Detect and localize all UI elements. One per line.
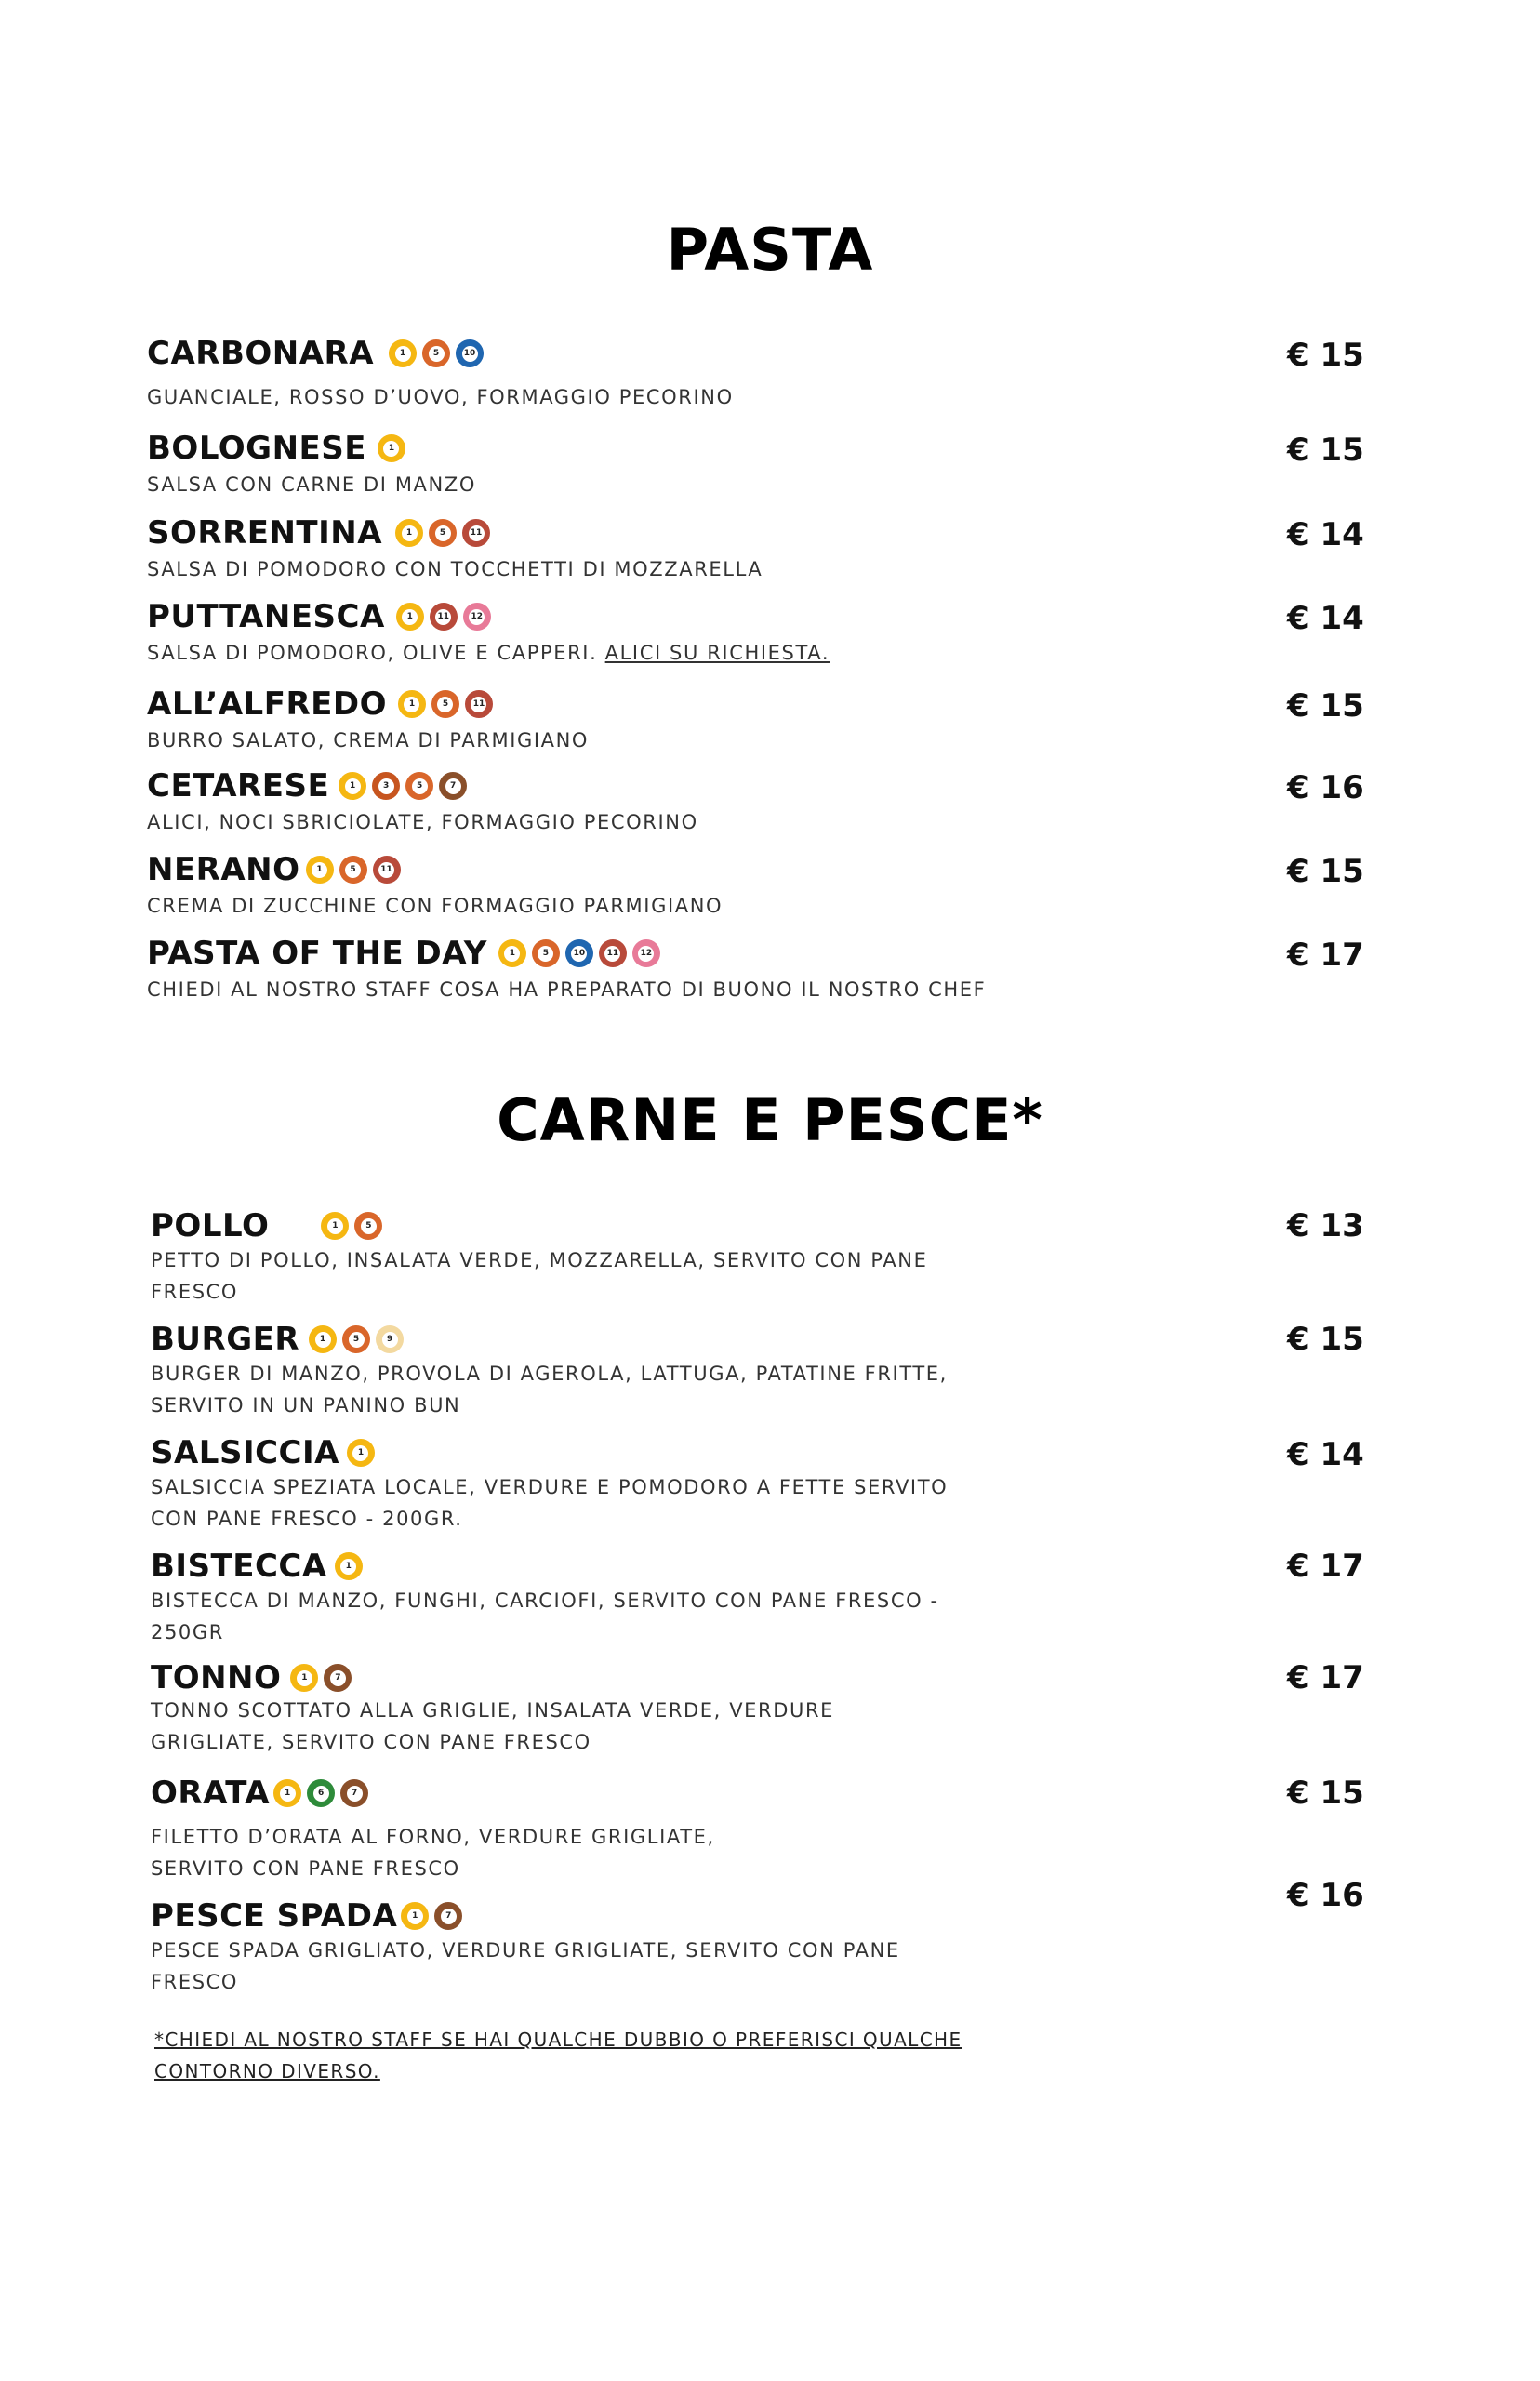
allergen-6-icon xyxy=(307,1779,335,1807)
allergen-1-icon xyxy=(389,339,417,367)
allergen-5-icon xyxy=(429,519,457,547)
allergen-1-icon xyxy=(339,772,366,800)
allergen-number: 5 xyxy=(349,1332,365,1348)
allergen-number: 5 xyxy=(345,862,361,878)
allergen-number: 1 xyxy=(352,1445,368,1461)
allergen-number: 12 xyxy=(469,609,485,625)
footnote: *CHIEDI AL NOSTRO STAFF SE HAI QUALCHE DUBBIO O PREFERISCI QUALCHE CONTORNO DIVERSO. xyxy=(154,2029,962,2082)
item-price: € 15 xyxy=(1287,853,1364,890)
allergen-5-icon xyxy=(354,1212,382,1240)
allergen-number: 1 xyxy=(327,1218,343,1234)
allergen-1-icon xyxy=(401,1902,429,1930)
item-name: CARBONARA xyxy=(147,335,375,372)
allergen-icons xyxy=(290,1664,357,1692)
allergen-11-icon xyxy=(373,856,401,884)
item-price: € 15 xyxy=(1287,432,1364,469)
allergen-number: 11 xyxy=(604,946,620,962)
allergen-number: 1 xyxy=(407,1909,423,1924)
item-description: SALSICCIA SPEZIATA LOCALE, VERDURE E POMODORO A FETTE SERVITO CON PANE FRESCO - 200GR. xyxy=(151,1476,949,1530)
item-name: PESCE SPADA xyxy=(151,1897,398,1935)
allergen-7-icon xyxy=(439,772,467,800)
allergen-number: 11 xyxy=(435,609,451,625)
item-price: € 15 xyxy=(1287,687,1364,725)
allergen-1-icon xyxy=(309,1325,337,1353)
allergen-12-icon xyxy=(463,603,491,631)
allergen-number: 12 xyxy=(638,946,654,962)
allergen-11-icon xyxy=(462,519,490,547)
allergen-icons xyxy=(395,519,496,547)
item-description: TONNO SCOTTATO ALLA GRIGLIE, INSALATA VERDE, VERDURE GRIGLIATE, SERVITO CON PANE FRESCO xyxy=(151,1699,835,1753)
allergen-number: 1 xyxy=(340,1559,356,1575)
allergen-5-icon xyxy=(405,772,433,800)
item-name: POLLO xyxy=(151,1207,270,1244)
allergen-7-icon xyxy=(340,1779,368,1807)
allergen-number: 5 xyxy=(429,346,445,362)
item-name: BISTECCA xyxy=(151,1548,327,1585)
item-name: BOLOGNESE xyxy=(147,430,366,467)
allergen-number: 6 xyxy=(313,1786,329,1802)
item-description-main: SALSA DI POMODORO, OLIVE E CAPPERI. xyxy=(147,642,598,664)
allergen-1-icon xyxy=(398,690,426,718)
allergen-number: 3 xyxy=(378,778,394,794)
allergen-9-icon xyxy=(376,1325,404,1353)
allergen-icons xyxy=(401,1902,468,1930)
item-description-note: ALICI SU RICHIESTA. xyxy=(604,642,830,664)
allergen-1-icon xyxy=(273,1779,301,1807)
item-price: € 14 xyxy=(1287,600,1364,637)
allergen-number: 5 xyxy=(435,525,451,541)
item-price: € 16 xyxy=(1287,1877,1364,1914)
allergen-5-icon xyxy=(431,690,459,718)
allergen-number: 5 xyxy=(412,778,428,794)
allergen-1-icon xyxy=(306,856,334,884)
item-price: € 14 xyxy=(1287,1436,1364,1473)
allergen-icons xyxy=(335,1552,368,1580)
allergen-1-icon xyxy=(378,434,405,462)
allergen-number: 11 xyxy=(469,525,485,541)
item-name: CETARESE xyxy=(147,767,330,805)
item-price: € 17 xyxy=(1287,937,1364,974)
item-price: € 17 xyxy=(1287,1659,1364,1696)
allergen-number: 10 xyxy=(462,346,478,362)
allergen-number: 11 xyxy=(471,697,486,712)
item-price: € 14 xyxy=(1287,516,1364,553)
allergen-number: 1 xyxy=(312,862,327,878)
item-description: BURGER DI MANZO, PROVOLA DI AGEROLA, LATTUGA, PATATINE FRITTE, SERVITO IN UN PANINO BUN xyxy=(151,1363,948,1417)
item-description: CHIEDI AL NOSTRO STAFF COSA HA PREPARATO DI BUONO IL NOSTRO CHEF xyxy=(147,978,987,1001)
allergen-5-icon xyxy=(532,939,560,967)
allergen-number: 7 xyxy=(330,1670,346,1686)
allergen-icons xyxy=(396,603,497,631)
allergen-icons xyxy=(378,434,411,462)
allergen-icons xyxy=(321,1212,388,1240)
item-name: SALSICCIA xyxy=(151,1434,339,1471)
item-description: FILETTO D’ORATA AL FORNO, VERDURE GRIGLIATE, SERVITO CON PANE FRESCO xyxy=(151,1826,715,1880)
item-description: GUANCIALE, ROSSO D’UOVO, FORMAGGIO PECORINO xyxy=(147,386,734,408)
allergen-number: 7 xyxy=(445,778,461,794)
item-name: ALL’ALFREDO xyxy=(147,685,387,723)
item-price: € 17 xyxy=(1287,1548,1364,1585)
allergen-1-icon xyxy=(347,1439,375,1467)
item-name: TONNO xyxy=(151,1659,282,1696)
item-description: BURRO SALATO, CREMA DI PARMIGIANO xyxy=(147,729,590,752)
item-description: BISTECCA DI MANZO, FUNGHI, CARCIOFI, SERVITO CON PANE FRESCO - 250GR xyxy=(151,1590,939,1643)
allergen-11-icon xyxy=(430,603,458,631)
allergen-number: 1 xyxy=(402,525,418,541)
allergen-1-icon xyxy=(396,603,424,631)
allergen-1-icon xyxy=(290,1664,318,1692)
item-price: € 16 xyxy=(1287,769,1364,806)
allergen-11-icon xyxy=(599,939,627,967)
allergen-number: 1 xyxy=(345,778,361,794)
allergen-number: 1 xyxy=(315,1332,331,1348)
item-name: PUTTANESCA xyxy=(147,598,385,635)
pasta-section-title: PASTA xyxy=(666,216,874,284)
allergen-1-icon xyxy=(498,939,526,967)
allergen-number: 5 xyxy=(437,697,453,712)
allergen-5-icon xyxy=(422,339,450,367)
item-price: € 15 xyxy=(1287,1775,1364,1812)
allergen-number: 7 xyxy=(441,1909,457,1924)
item-description: PESCE SPADA GRIGLIATO, VERDURE GRIGLIATE, SERVITO CON PANE FRESCO xyxy=(151,1939,900,1993)
carne-pesce-section-title: CARNE E PESCE* xyxy=(497,1086,1043,1154)
item-name: NERANO xyxy=(147,851,300,888)
allergen-1-icon xyxy=(395,519,423,547)
allergen-icons xyxy=(398,690,498,718)
allergen-icons xyxy=(389,339,489,367)
allergen-11-icon xyxy=(465,690,493,718)
allergen-number: 10 xyxy=(571,946,587,962)
item-description xyxy=(147,637,1263,669)
item-price: € 13 xyxy=(1287,1207,1364,1244)
allergen-number: 1 xyxy=(383,441,399,457)
item-description: PETTO DI POLLO, INSALATA VERDE, MOZZARELLA, SERVITO CON PANE FRESCO xyxy=(151,1249,928,1303)
allergen-number: 1 xyxy=(402,609,418,625)
allergen-icons xyxy=(273,1779,374,1807)
allergen-icons xyxy=(309,1325,409,1353)
allergen-number: 1 xyxy=(404,697,419,712)
allergen-number: 5 xyxy=(361,1218,377,1234)
allergen-7-icon xyxy=(324,1664,352,1692)
allergen-3-icon xyxy=(372,772,400,800)
allergen-number: 1 xyxy=(297,1670,312,1686)
item-price: € 15 xyxy=(1287,1321,1364,1358)
allergen-number: 1 xyxy=(395,346,411,362)
allergen-1-icon xyxy=(335,1552,363,1580)
allergen-5-icon xyxy=(342,1325,370,1353)
item-name: SORRENTINA xyxy=(147,514,383,552)
allergen-number: 1 xyxy=(280,1786,296,1802)
item-description: CREMA DI ZUCCHINE CON FORMAGGIO PARMIGIANO xyxy=(147,895,724,917)
allergen-icons xyxy=(347,1439,380,1467)
allergen-icons xyxy=(498,939,666,967)
allergen-number: 9 xyxy=(382,1332,398,1348)
allergen-1-icon xyxy=(321,1212,349,1240)
allergen-7-icon xyxy=(434,1902,462,1930)
allergen-number: 7 xyxy=(347,1786,363,1802)
allergen-number: 5 xyxy=(538,946,553,962)
allergen-number: 11 xyxy=(378,862,394,878)
item-name: ORATA xyxy=(151,1775,271,1812)
allergen-icons xyxy=(306,856,406,884)
item-description: SALSA CON CARNE DI MANZO xyxy=(147,473,476,496)
allergen-5-icon xyxy=(339,856,367,884)
item-name: BURGER xyxy=(151,1321,300,1358)
item-description: SALSA DI POMODORO CON TOCCHETTI DI MOZZARELLA xyxy=(147,558,763,580)
allergen-10-icon xyxy=(565,939,593,967)
item-description: ALICI, NOCI SBRICIOLATE, FORMAGGIO PECORINO xyxy=(147,811,698,833)
allergen-number: 1 xyxy=(504,946,520,962)
item-name: PASTA OF THE DAY xyxy=(147,935,487,972)
allergen-10-icon xyxy=(456,339,484,367)
allergen-icons xyxy=(339,772,472,800)
item-price: € 15 xyxy=(1287,337,1364,374)
allergen-12-icon xyxy=(632,939,660,967)
